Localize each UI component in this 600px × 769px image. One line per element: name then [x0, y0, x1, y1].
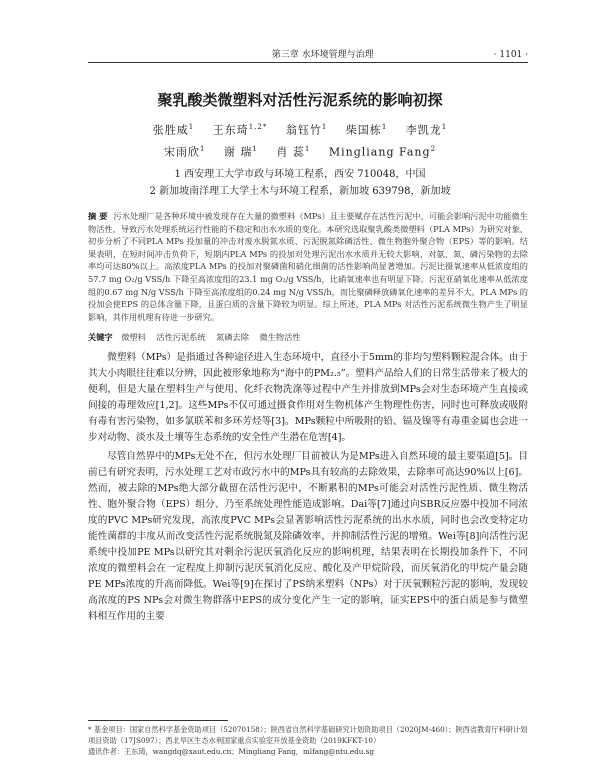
body-paragraph: 微塑料（MPs）是指通过各种途径进入生态环境中，直径小于5mm的非均匀塑料颗粒混合体。由于其大小肉眼往往难以分辨，因此被形象地称为“海中的PM₂.₅”。塑料产品给人们的日常生活带来了极大的便利，但是大量在塑料生产与使用、化纤衣物洗涤等过程中产生并排放到MPs会对生态环境产生直接或间接的毒理效应[1,2]。这些MPs不仅可通过摄食作用对生物机体产生物理性伤害，同时也可释放或吸附有毒有害污染物，如多氯联苯和多环芳烃等[3]。MPs颗粒中所吸附的铅、镉及镍等有毒重金属也会进一步对动物、淡水及土壤等生态系统的安全性产生潜在危害[4]。: [88, 352, 528, 443]
keywords: [88, 331, 528, 343]
author: 肖 蕊$^1$: [276, 144, 311, 159]
affiliations: [120, 166, 480, 200]
keyword: 活性污泥系统: [156, 332, 206, 342]
keyword: 微塑料: [121, 332, 146, 342]
author: 翁钰竹$^1$: [285, 123, 328, 137]
affiliation: 2 新加坡南洋理工大学土木与环境工程系，新加坡 639798，新加坡: [149, 186, 451, 197]
running-header: [88, 44, 528, 63]
abstract: [88, 210, 528, 323]
abstract-label: 摘 要: [88, 211, 108, 221]
footnote-rule: [88, 720, 228, 721]
footnote-funding: * 基金项目：国家自然科学基金资助项目（52070158）；陕西省自然科学基础研究计划资助项目（2020JM-460）；陕西省教育厅科研计划项目资助（17JS097）；西北旱区生态水利国家重点实验室开放基金资助（2019KFKT-10）: [88, 725, 528, 745]
author-list: [120, 118, 480, 161]
keyword: 微生物活性: [259, 332, 301, 342]
author: 王东琦$^{1,2*}$: [212, 123, 268, 137]
footnote-correspondence: 通讯作者：王东琦，wangdq@xaut.edu.cn；Mingliang Fang，mlfang@ntu.edu.sg: [88, 747, 374, 756]
page-number: · 1101 ·: [493, 50, 528, 60]
abstract-text: 污水处理厂是各种环境中被发现存在大量的微塑料（MPs）且主要赋存在活性污泥中，可能会影响污泥中功能微生物活性，导致污水处理系统运行性能的不稳定和出水水质的变化。本研究选取聚乳酸类微塑料（PLA MPs）为研究对象，初步分析了不同PLA MPs 投加量的冲击对废水脱氮水质、污泥脱氮除磷活性、微生物胞外聚合物（EPS）等的影响。结果表明，在短时间冲击负荷下，短期内PLA MPs 的投加对处理污泥出水水质并无较大影响，对氨、氮、磷污染物的去除率均可达80%以上。高浓度PLA MPs 的投加对聚磷菌和硝化细菌的活性影响尚显著增加。污泥比摄氧速率从低浓度组的57.7 mg O₂/g VSS/h 下降至高浓度组的23.1 mg O₂/g VSS/h，比硝氧速率也有明显下降。污泥亚硝氧化速率从低浓度组的0.67 mg N/g VSS/h 下降至高浓度组的0.24 mg N/g VSS/h，而比聚磷释放磷氧化速率的差异不大。PLA MPs 的投加会使EPS 的总体含量下降，且蛋白质的含量下降较为明显。综上所述，PLA MPs 对活性污泥系统微生物产生了明显影响，其作用机理有待进一步研究。: [88, 211, 528, 322]
body-text: [88, 350, 528, 628]
author: Mingliang Fang$^2$: [328, 144, 437, 159]
author: 李凯龙$^1$: [405, 123, 448, 137]
body-paragraph: 尽管自然界中的MPs无处不在，但污水处理厂目前被认为是MPs进入自然环境的最主要渠道[5]。目前已有研究表明，污水处理工艺对市政污水中的MPs具有较高的去除效果，去除率可高达90%以上[6]。然而，被去除的MPs绝大部分截留在活性污泥中，不断累积的MPs可能会对活性污泥性质、微生物活性、胞外聚合物（EPS）组分、乃至系统处理性能造成影响。Dai等[7]通过向SBR反应器中投加不同浓度的PVC MPs研究发现，高浓度PVC MPs会显著影响活性污泥系统的出水水质，同时也会改变特定功能性菌群的丰度从而改变活性污泥系统脱氮及除磷效率，并抑制活性污泥的增殖。Wei等[8]向活性污泥系统中投加PE MPs以研究其对剩余污泥厌氧消化反应的影响机理，结果表明在长期投加条件下，不同浓度的微塑料会在一定程度上抑制污泥厌氧消化反应、酸化及产甲烷阶段，而厌氧消化的甲烷产量会随PE MPs浓度的升高而降低。Wei等[9]在探讨了PS纳米塑料（NPs）对于厌氧颗粒污泥的影响，发现较高浓度的PS NPs会对微生物群落中EPS的成分变化产生一定的影响，证实EPS中的蛋白质是参与微塑料相互作用的主要: [88, 451, 528, 622]
affiliation: 1 西安理工大学市政与环境工程系，西安 710048，中国: [174, 169, 426, 180]
keyword: 氮磷去除: [216, 332, 249, 342]
journal-section: 第三章 水环境管理与治理: [271, 50, 374, 60]
author: 谢 瑞$^1$: [223, 144, 258, 159]
author: 宋雨欣$^1$: [163, 144, 206, 159]
paper-title: 聚乳酸类微塑料对活性污泥系统的影响初探: [157, 91, 443, 109]
footnotes: [88, 724, 528, 757]
author: 张胜威$^1$: [152, 123, 195, 137]
author: 柴国栋$^1$: [345, 123, 388, 137]
keywords-label: 关键字: [88, 332, 113, 342]
